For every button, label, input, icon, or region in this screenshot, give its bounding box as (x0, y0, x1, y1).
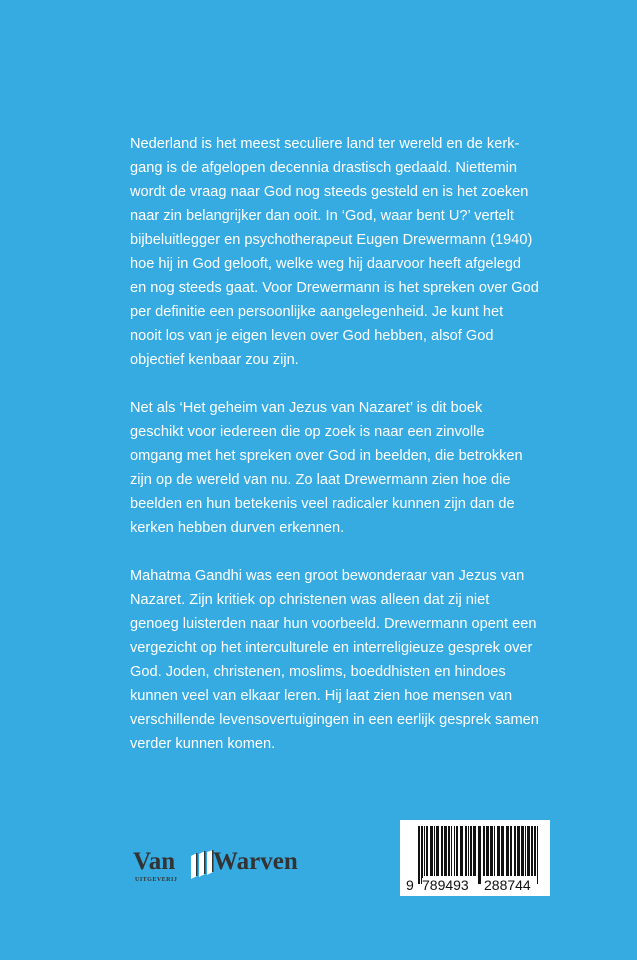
isbn-barcode (400, 820, 550, 896)
barcode-bar (460, 826, 463, 876)
barcode-bar (444, 826, 447, 876)
barcode-digit-first: 9 (406, 877, 414, 893)
barcode-bar (465, 826, 467, 876)
barcode-bar (514, 826, 516, 876)
barcode-bar (527, 826, 530, 876)
blurb-line: Net als ‘Het geheim van Jezus van Nazaret’ is dit boek (130, 400, 483, 416)
barcode-bar (531, 826, 533, 876)
barcode-bar (534, 826, 536, 876)
blurb-line: kerken hebben durven erkennen. (130, 520, 345, 536)
blurb-paragraph (130, 396, 610, 540)
barcode-bar (430, 826, 433, 876)
blurb-line: beelden en hun betekenis veel radicaler kunnen zijn dan de (130, 496, 515, 512)
barcode-group-2: 288744 (484, 877, 531, 893)
barcode-bar (506, 826, 509, 876)
blurb (130, 132, 610, 780)
blurb-line: objectief kenbaar zou zijn. (130, 352, 299, 368)
blurb-line: verschillende levensovertuigingen in een eerlijk gesprek samen (130, 712, 539, 728)
barcode-bar (537, 826, 538, 884)
barcode-group-1: 789493 (422, 877, 469, 893)
blurb-line: God. Joden, christenen, moslims, boeddhisten en hindoes (130, 664, 506, 680)
blurb-line: naar zin belangrijker dan ooit. In ‘God, waar bent U?’ vertelt (130, 208, 514, 224)
barcode-bar (470, 826, 472, 876)
logo-mark-icon (189, 850, 215, 880)
logo-warven: Warven (213, 848, 298, 875)
blurb-line: Nederland is het meest seculiere land ter wereld en de kerk- (130, 136, 520, 152)
barcode-bar (521, 826, 524, 876)
blurb-line: wordt de vraag naar God nog steeds gesteld en is het zoeken (130, 184, 529, 200)
blurb-line: Nazaret. Zijn kritiek op christenen was alleen dat zij niet (130, 592, 490, 608)
barcode-bar (436, 826, 439, 876)
logo-subtitle: UITGEVERIJ (135, 877, 178, 883)
blurb-line: verder kunnen komen. (130, 736, 276, 752)
barcode-bar (456, 826, 458, 876)
barcode-bar (486, 826, 489, 876)
barcode-bar (497, 826, 500, 876)
barcode-bar (451, 826, 452, 876)
blurb-line: omgang met het spreken over God in beelden, die betrokken (130, 448, 523, 464)
blurb-line: bijbeluitlegger en psychotherapeut Eugen Drewermann (1940) (130, 232, 533, 248)
barcode-bar (510, 826, 512, 876)
barcode-bar (473, 826, 476, 876)
blurb-line: zijn op de wereld van nu. Zo laat Drewermann zien hoe die (130, 472, 511, 488)
barcode-bar (478, 826, 481, 884)
logo-van: Van (133, 848, 176, 875)
barcode-bar (483, 826, 485, 876)
blurb-line: Mahatma Gandhi was een groot bewonderaar van Jezus van (130, 568, 525, 584)
blurb-line: gang is de afgelopen decennia drastisch gedaald. Niettemin (130, 160, 517, 176)
blurb-paragraph (130, 132, 610, 372)
barcode-bars (406, 826, 544, 884)
barcode-bar (441, 826, 443, 876)
blurb-line: en nog steeds gaat. Voor Drewermann is het spreken over God (130, 280, 539, 296)
blurb-line: geschikt voor iedereen die op zoek is naar een zinvolle (130, 424, 485, 440)
barcode-bar (448, 826, 450, 876)
barcode-bar (418, 826, 420, 884)
barcode-bar (468, 826, 469, 876)
barcode-bar (426, 826, 428, 876)
publisher-logo (133, 848, 323, 888)
blurb-line: vergezicht op het interculturele en interreligieuze gesprek over (130, 640, 533, 656)
barcode-bar (454, 826, 455, 876)
barcode-bar (424, 826, 425, 876)
blurb-line: genoeg luisterden naar hun voorbeeld. Drewermann opent een (130, 616, 537, 632)
blurb-line: hoe hij in God gelooft, welke weg hij daarvoor heeft afgelegd (130, 256, 522, 272)
blurb-paragraph (130, 564, 610, 756)
barcode-bar (525, 826, 526, 876)
barcode-bar (517, 826, 520, 876)
blurb-line: nooit los van je eigen leven over God hebben, alsof God (130, 328, 494, 344)
blurb-line: kunnen veel van elkaar leren. Hij laat zien hoe mensen van (130, 688, 513, 704)
blurb-line: per definitie een persoonlijke aangelegenheid. Je kunt het (130, 304, 504, 320)
barcode-bar (490, 826, 493, 876)
barcode-bar (501, 826, 504, 876)
barcode-bar (434, 826, 435, 876)
barcode-bar (421, 826, 423, 884)
barcode-bar (494, 826, 495, 876)
